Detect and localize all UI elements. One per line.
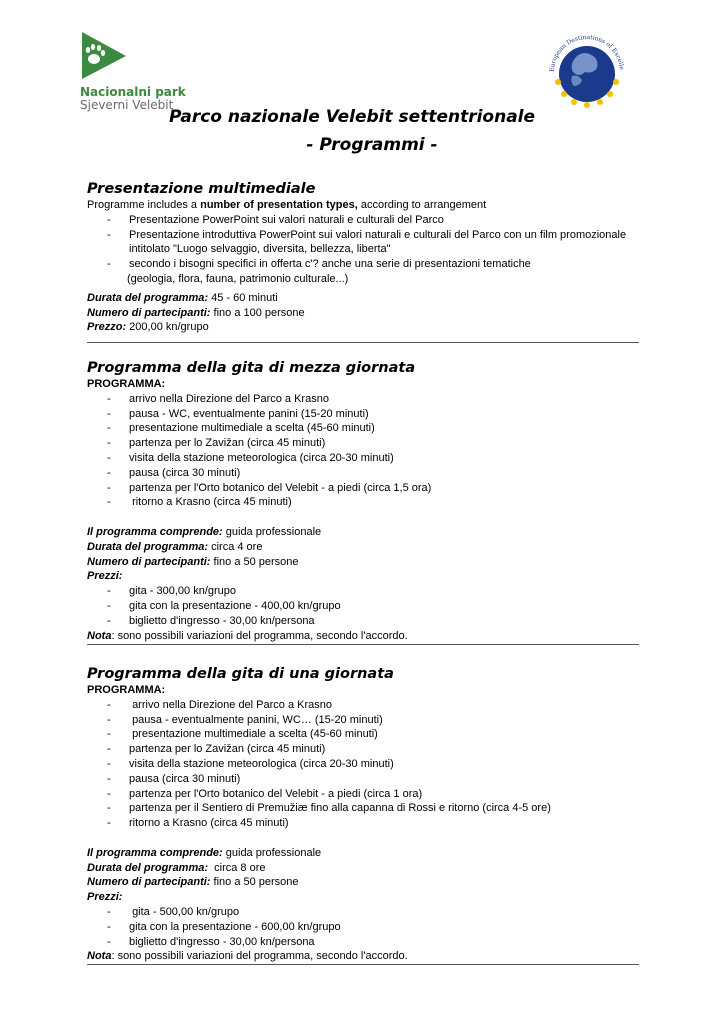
list-item: - pausa (circa 30 minuti) — [107, 772, 639, 787]
list-item: - secondo i bisogni specifici in offerta c'? anche una serie di presentazioni tematiche — [107, 257, 639, 272]
program-label: PROGRAMMA: — [87, 684, 166, 696]
participants-row — [87, 555, 639, 570]
section-heading: Programma della gita di mezza giornata — [87, 360, 416, 376]
participants-value: fino a 50 persone — [210, 555, 299, 568]
note-text: : sono possibili variazioni del programma, secondo l'accordo. — [111, 950, 408, 963]
list-item: - ritorno a Krasno (circa 45 minuti) — [107, 495, 639, 510]
section-heading: Programma della gita di una giornata — [87, 666, 394, 682]
list-item: - pausa (circa 30 minuti) — [107, 466, 639, 481]
list-item: - partenza per lo Zavižan (circa 45 minuti) — [107, 742, 639, 757]
list-item: - presentazione multimediale a scelta (45-60 minuti) — [107, 421, 639, 436]
prices-label-row — [87, 890, 639, 905]
page-title: Parco nazionale Velebit settentrionale — [168, 107, 536, 127]
list-item: - pausa - eventualmente panini, WC… (15-20 minuti) — [107, 713, 639, 728]
price-row — [87, 320, 639, 335]
presentation-list-cont — [87, 257, 639, 272]
list-item: - arrivo nella Direzione del Parco a Krasno — [107, 392, 639, 407]
list-item: - arrivo nella Direzione del Parco a Krasno — [107, 698, 639, 713]
intro-text: Programme includes a — [87, 199, 201, 211]
list-item: - presentazione multimediale a scelta (45-60 minuti) — [107, 727, 639, 742]
includes-value: guida professionale — [222, 846, 322, 859]
price-item: - biglietto d'ingresso - 30,00 kn/persona — [107, 614, 639, 629]
document-body — [87, 180, 639, 965]
prices-list — [87, 584, 639, 628]
page-subtitle: - Programmi - — [306, 135, 438, 155]
list-item: - visita della stazione meteorologica (circa 20-30 minuti) — [107, 757, 639, 772]
eden-arc-text: European Destinations of Excelle — [548, 33, 625, 73]
duration-label: Durata del programma: — [87, 540, 209, 553]
price-label: Prezzo: — [87, 321, 127, 334]
note-label: Nota — [87, 629, 112, 642]
participants-label: Numero di partecipanti: — [87, 306, 211, 319]
participants-row — [87, 306, 639, 321]
includes-label: Il programma comprende: — [87, 525, 223, 538]
price-item: - gita con la presentazione - 600,00 kn/grupo — [107, 920, 639, 935]
duration-label: Durata del programma: — [87, 861, 209, 874]
duration-value: circa 8 ore — [208, 861, 266, 874]
participants-label: Numero di partecipanti: — [87, 876, 211, 889]
participants-row — [87, 875, 639, 890]
presentation-list — [87, 213, 639, 243]
program-label: PROGRAMMA: — [87, 378, 166, 390]
list-item: - partenza per l'Orto botanico del Velebit - a piedi (circa 1,5 ora) — [107, 481, 639, 496]
includes-value: guida professionale — [222, 525, 322, 538]
duration-row — [87, 291, 639, 306]
program-list — [87, 392, 639, 510]
prices-label: Prezzi: — [87, 891, 123, 904]
participants-label: Numero di partecipanti: — [87, 555, 211, 568]
note-row — [87, 949, 639, 964]
section-multimedia-presentation — [87, 180, 639, 343]
prices-list — [87, 905, 639, 949]
note-label: Nota — [87, 950, 112, 963]
participants-value: fino a 50 persone — [210, 876, 299, 889]
section-heading: Presentazione multimediale — [87, 181, 316, 197]
section-intro — [87, 198, 639, 213]
section-full-day-trip — [87, 665, 639, 965]
duration-value: circa 4 ore — [208, 540, 263, 553]
includes-row — [87, 525, 639, 540]
includes-label: Il programma comprende: — [87, 846, 223, 859]
includes-row — [87, 846, 639, 861]
note-row — [87, 629, 639, 644]
list-item: - ritorno a Krasno (circa 45 minuti) — [107, 816, 639, 831]
duration-row — [87, 540, 639, 555]
price-item: - gita - 300,00 kn/grupo — [107, 584, 639, 599]
program-list — [87, 698, 639, 831]
section-half-day-trip — [87, 359, 639, 645]
list-item: - Presentazione PowerPoint sui valori naturali e culturali del Parco — [107, 213, 639, 228]
duration-value: 45 - 60 minuti — [208, 291, 278, 304]
price-item: - gita con la presentazione - 400,00 kn/grupo — [107, 599, 639, 614]
park-triangle-paw-icon — [80, 30, 128, 80]
list-item: - partenza per l'Orto botanico del Velebit - a piedi (circa 1 ora) — [107, 787, 639, 802]
list-item: - visita della stazione meteorologica (circa 20-30 minuti) — [107, 451, 639, 466]
park-logo — [80, 30, 190, 112]
duration-label: Durata del programma: — [87, 291, 209, 304]
prices-label: Prezzi: — [87, 570, 123, 583]
intro-text-end: according to arrangement — [357, 199, 487, 211]
intro-bold: number of presentation types, — [200, 199, 358, 211]
eden-logo — [542, 26, 632, 114]
participants-value: fino a 100 persone — [210, 306, 305, 319]
list-item: - pausa - WC, eventualmente panini (15-20 minuti) — [107, 407, 639, 422]
eden-globe-icon — [542, 26, 632, 114]
price-value: 200,00 kn/grupo — [126, 321, 209, 334]
note-text: : sono possibili variazioni del programma, secondo l'accordo. — [111, 629, 408, 642]
list-item: - partenza per lo Zavižan (circa 45 minuti) — [107, 436, 639, 451]
price-item: - biglietto d'ingresso - 30,00 kn/persona — [107, 935, 639, 950]
park-name-line2: Sjeverni Velebit — [80, 98, 174, 112]
duration-row — [87, 861, 639, 876]
list-item: - Presentazione introduttiva PowerPoint sui valori naturali e culturali del Parco con un film promozionale — [107, 228, 639, 243]
price-item: - gita - 500,00 kn/grupo — [107, 905, 639, 920]
list-item-continuation: intitolato "Luogo selvaggio, diversita, bellezza, liberta" — [129, 243, 391, 256]
list-item-continuation: (geologia, flora, fauna, patrimonio culturale...) — [127, 272, 349, 285]
prices-label-row — [87, 569, 639, 584]
park-name-line1: Nacionalni park — [80, 85, 186, 99]
list-item: - partenza per il Sentiero di Premužiæ fino alla capanna di Rossi e ritorno (circa 4-5 ore) — [107, 801, 639, 816]
